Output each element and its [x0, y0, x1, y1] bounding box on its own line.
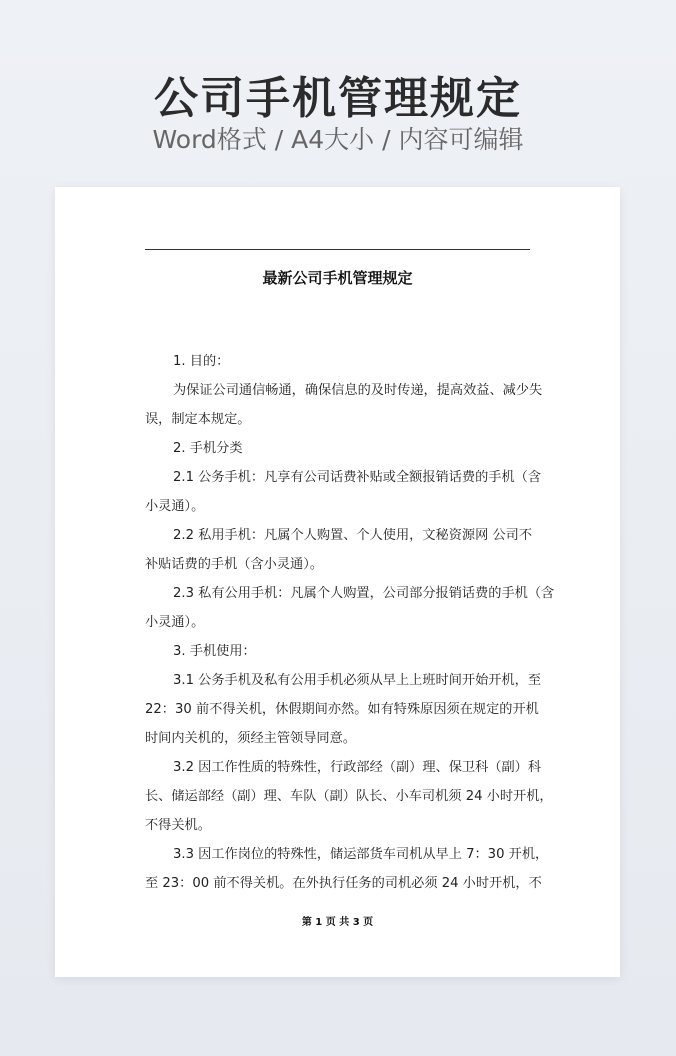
document-line: 小灵通）。	[145, 615, 205, 630]
document-line: 小灵通）。	[145, 499, 205, 514]
document-line: 3.2 因工作性质的特殊性，行政部经（副）理、保卫科（副）科	[173, 760, 542, 775]
document-line: 2.2 私用手机：凡属个人购置、个人使用，文秘资源网 公司不	[173, 528, 533, 543]
document-line: 22：30 前不得关机，休假期间亦然。如有特殊原因须在规定的开机	[145, 702, 539, 717]
document-line: 3. 手机使用：	[173, 644, 256, 659]
document-line: 时间内关机的，须经主管领导同意。	[145, 731, 356, 746]
document-page	[55, 187, 620, 977]
document-line: 3.1 公务手机及私有公用手机必须从早上上班时间开始开机，至	[173, 673, 542, 688]
document-line: 不得关机。	[145, 818, 211, 833]
document-line: 2.3 私有公用手机：凡属个人购置，公司部分报销话费的手机（含	[173, 586, 555, 601]
document-line: 3.3 因工作岗位的特殊性，储运部货车司机从早上 7：30 开机，	[173, 847, 549, 862]
document-title: 最新公司手机管理规定	[262, 269, 413, 287]
document-line: 误，制定本规定。	[145, 412, 251, 427]
page-footer: 第 1 页 共 3 页	[301, 917, 374, 928]
document-line: 2.1 公务手机：凡享有公司话费补贴或全额报销话费的手机（含	[173, 470, 542, 485]
banner-subtitle: Word格式 / A4大小 / 内容可编辑	[152, 125, 524, 154]
document-line: 长、储运部经（副）理、车队（副）队长、小车司机须 24 小时开机，	[145, 789, 553, 804]
header-rule	[145, 249, 530, 250]
document-line: 1. 目的：	[173, 354, 230, 369]
document-line: 补贴话费的手机（含小灵通）。	[145, 557, 324, 572]
document-line: 为保证公司通信畅通，确保信息的及时传递，提高效益、减少失	[173, 383, 543, 398]
banner-title: 公司手机管理规定	[154, 73, 522, 124]
document-line: 2. 手机分类	[173, 441, 243, 456]
document-body	[145, 347, 555, 898]
document-line: 至 23：00 前不得关机。在外执行任务的司机必须 24 小时开机，不	[145, 876, 542, 891]
